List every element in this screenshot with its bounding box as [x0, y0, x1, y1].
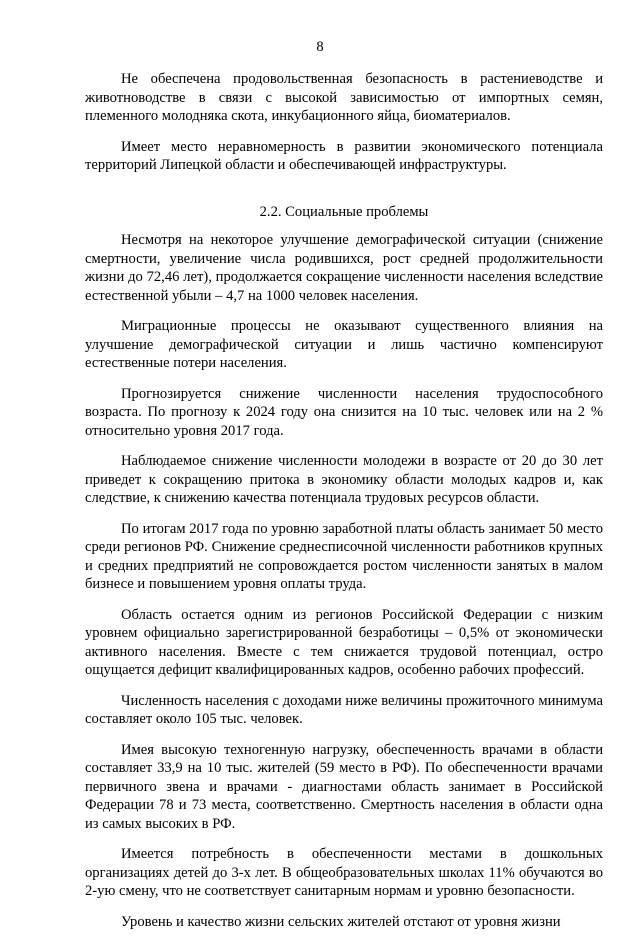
paragraph-wages: По итогам 2017 года по уровню заработной платы область занимает 50 место среди регионов РФ. Снижение среднесписочной численности работников крупных и средних предприятий не сопровождается ростом численности занятых в малом бизнесе и повышением уровня оплаты труда.	[85, 520, 603, 592]
paragraph-youth-decline: Наблюдаемое снижение численности молодежи в возрасте от 20 до 30 лет приведет к сокращению притока в экономику области молодых кадров и, как следствие, к снижению качества потенциала трудовых ресурсов области.	[85, 453, 603, 506]
paragraph-economic-unevenness: Имеет место неравномерность в развитии экономического потенциала территорий Липецкой области и обеспечивающей инфраструктуры.	[85, 138, 603, 173]
paragraph-working-age-forecast: Прогнозируется снижение численности населения трудоспособного возраста. По прогнозу к 2024 году она снизится на 10 тыс. человек или на 2 % относительно уровня 2017 года.	[85, 385, 603, 439]
page-content	[85, 70, 603, 943]
paragraph-education: Имеется потребность в обеспеченности местами в дошкольных организациях детей до 3-х лет. В общеобразовательных школах 11% обучаются во 2-ую смену, что не соответствует санитарным нормам и уровню безопасности.	[85, 846, 603, 899]
paragraph-rural-living: Уровень и качество жизни сельских жителей отстают от уровня жизни	[121, 913, 561, 930]
paragraph-unemployment: Область остается одним из регионов Российской Федерации с низким уровнем официально зарегистрированной безработицы – 0,5% от экономически активного населения. Вместе с тем снижается трудовой потенциал, остро ощущается дефицит квалифицированных кадров, особенно рабочих профессий.	[85, 606, 603, 678]
section-heading: 2.2. Социальные проблемы	[259, 203, 429, 220]
page-number: 8	[316, 39, 324, 55]
paragraph-poverty: Численность населения с доходами ниже величины прожиточного минимума составляет около 105 тыс. человек.	[85, 692, 603, 727]
paragraph-food-security: Не обеспечена продовольственная безопасность в растениеводстве и животноводстве в связи с высокой зависимостью от импортных семян, племенного молодняка скота, инкубационного яйца, биоматериалов.	[85, 71, 603, 124]
paragraph-healthcare: Имея высокую техногенную нагрузку, обеспеченность врачами в области составляет 33,9 на 10 тыс. жителей (59 место в РФ). По обеспеченности врачами первичного звена и врачами - диагностами область занимает в Российской Федерации 78 и 73 места, соответственно. Смертность населения в области одна из самых высоких в РФ.	[85, 741, 603, 832]
paragraph-migration: Миграционные процессы не оказывают существенного влияния на улучшение демографической ситуации и лишь частично компенсируют естественные потери населения.	[85, 318, 603, 371]
paragraph-demography: Несмотря на некоторое улучшение демографической ситуации (снижение смертности, увеличение числа родившихся, рост средней продолжительности жизни до 72,46 лет), продолжается сокращение численности населения вследствие естественной убыли – 4,7 на 1000 человек населения.	[85, 232, 603, 304]
